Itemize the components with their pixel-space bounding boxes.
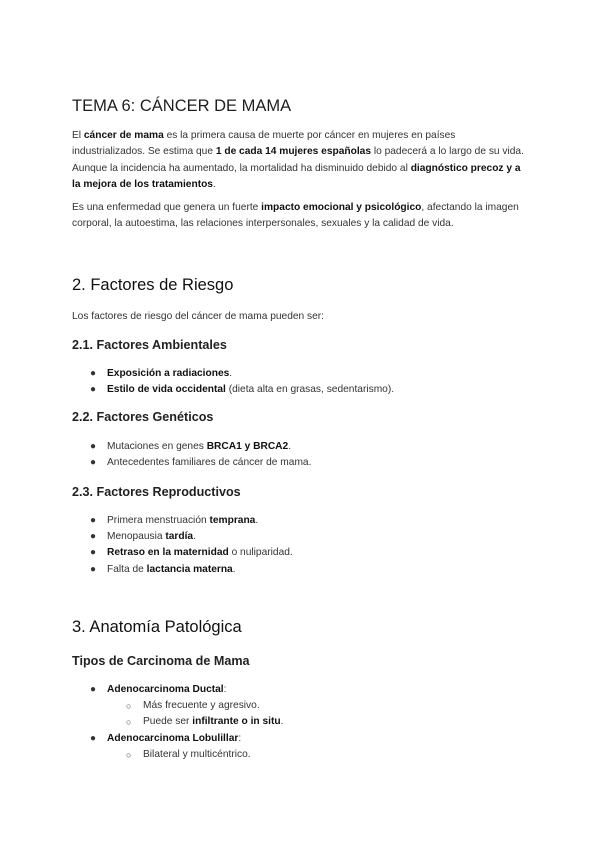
text: . <box>255 515 259 526</box>
sublist-item <box>72 747 528 763</box>
bold-text: cáncer de mama <box>83 130 164 141</box>
page-title: TEMA 6: CÁNCER DE MAMA <box>72 97 292 115</box>
bold-text: BRCA1 y BRCA2 <box>206 441 289 452</box>
text: . <box>212 179 216 191</box>
circle-bullet-icon: ○ <box>126 717 132 728</box>
text: lo padecerá a lo largo de su vida. Aunque la incidencia ha aumentado, la mortalidad ha disminuido debido al <box>72 146 524 174</box>
bullet-icon: ● <box>90 368 97 379</box>
bullet-icon: ● <box>90 515 97 526</box>
list-item-ductal <box>72 682 528 698</box>
bold-text: diagnóstico precoz y a la mejora de los tratamientos <box>72 162 521 191</box>
bullet-icon: ● <box>90 732 97 744</box>
intro-paragraph-1 <box>72 128 528 194</box>
text: Más frecuente y agresivo. <box>143 700 260 712</box>
text: Menopausia <box>107 531 166 543</box>
bold-text: impacto emocional y psicológico <box>261 202 422 213</box>
text: es la primera causa de muerte por cáncer en mujeres en países industrializados. Se estima que <box>72 130 456 158</box>
text: . <box>288 441 292 452</box>
bold-text: Estilo de vida occidental <box>107 384 226 396</box>
subheading-reproductivos: 2.3. Factores Reproductivos <box>72 485 241 499</box>
text: . <box>232 563 236 575</box>
section-intro: Los factores de riesgo del cáncer de mama pueden ser: <box>72 311 325 322</box>
list-ambientales <box>72 366 528 398</box>
list-item <box>72 382 528 398</box>
subheading-ambientales: 2.1. Factores Ambientales <box>72 338 227 352</box>
sublist-container <box>72 747 528 763</box>
bold-text: 1 de cada 14 mujeres españolas <box>215 146 372 158</box>
bold-text: Adenocarcinoma Ductal <box>107 684 224 695</box>
bullet-icon: ● <box>90 531 97 543</box>
list-item <box>72 513 528 529</box>
list-item <box>72 455 528 471</box>
bold-text: infiltrante o in situ <box>192 716 281 728</box>
text: El <box>72 130 84 141</box>
bullet-icon: ● <box>90 684 97 695</box>
section-heading-factores-riesgo: 2. Factores de Riesgo <box>72 276 234 294</box>
text: . <box>229 368 233 379</box>
text: Mutaciones en genes <box>107 441 207 452</box>
sublist-ductal <box>72 698 528 730</box>
text: Bilateral y multicéntrico. <box>143 748 251 760</box>
circle-bullet-icon: ○ <box>126 701 132 712</box>
list-item <box>72 562 528 578</box>
subheading-geneticos: 2.2. Factores Genéticos <box>72 410 214 424</box>
circle-bullet-icon: ○ <box>126 749 132 760</box>
list-item <box>72 366 528 382</box>
sublist-lobulillar <box>72 747 528 763</box>
text: . <box>280 716 284 728</box>
list-item <box>72 439 528 455</box>
text: (dieta alta en grasas, sedentarismo). <box>225 384 395 396</box>
list-carcinoma-types <box>72 682 528 763</box>
bold-text: temprana <box>209 515 256 526</box>
sublist-container <box>72 698 528 730</box>
list-item-lobulillar <box>72 731 528 747</box>
bullet-icon: ● <box>90 441 97 452</box>
text: Falta de <box>107 563 147 575</box>
sublist-item <box>72 698 528 714</box>
text: : <box>223 684 227 695</box>
bullet-icon: ● <box>90 457 97 469</box>
subheading-tipos-carcinoma: Tipos de Carcinoma de Mama <box>72 654 250 668</box>
bullet-icon: ● <box>90 563 97 575</box>
bold-text: tardía <box>165 531 194 543</box>
list-reproductivos <box>72 513 528 578</box>
text: Puede ser <box>143 716 193 728</box>
list-geneticos <box>72 439 528 471</box>
text: , afectando la imagen corporal, la autoestima, las relaciones interpersonales, sexuales y la calidad de vida. <box>72 202 519 230</box>
text: Primera menstruación <box>107 515 210 526</box>
section-heading-anatomia-patologica: 3. Anatomía Patológica <box>72 618 242 636</box>
bullet-icon: ● <box>90 384 97 396</box>
text: . <box>193 531 196 543</box>
bullet-icon: ● <box>90 547 97 559</box>
bold-text: Exposición a radiaciones <box>107 368 230 379</box>
bold-text: Adenocarcinoma Lobulillar <box>107 732 239 744</box>
intro-paragraph-2 <box>72 200 528 233</box>
list-item <box>72 545 528 561</box>
sublist-item <box>72 714 528 730</box>
text: o nuliparidad. <box>228 547 293 559</box>
bold-text: lactancia materna <box>146 563 233 575</box>
text: Antecedentes familiares de cáncer de mama. <box>107 457 312 469</box>
text: Es una enfermedad que genera un fuerte <box>72 202 262 213</box>
bold-text: Retraso en la maternidad <box>107 547 229 559</box>
list-item <box>72 529 528 545</box>
text: : <box>238 732 242 744</box>
